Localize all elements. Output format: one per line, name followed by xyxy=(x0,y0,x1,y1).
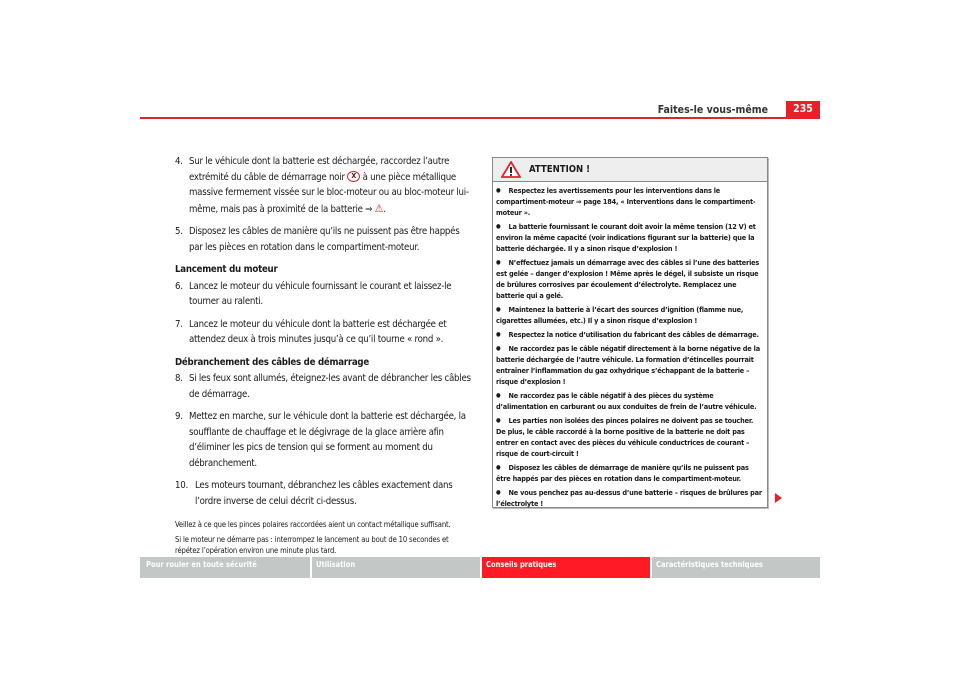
step-number: 4. xyxy=(175,156,183,167)
warning-item: ● Maintenez la batterie à l’écart des sources d’ignition (flamme nue, cigarettes allumées, etc.) Il y a sinon risque d’explosion ! xyxy=(496,304,764,326)
warning-item: ● La batterie fournissant le courant doit avoir la même tension (12 V) et environ la même capacité (voir indications figurant sur la batterie) que la batterie déchargée. Il y a sinon risque d’explosion ! xyxy=(496,221,764,254)
step-text-part: à une pièce métallique massive fermement vissée sur le bloc-moteur ou au bloc-moteur lui-même, mais pas à proximité de la batterie ⇒ xyxy=(189,171,469,215)
warning-triangle-icon xyxy=(501,161,521,178)
step-text: Lancez le moteur du véhicule fournissant le courant et laissez-le tourner au ralenti. xyxy=(189,280,452,307)
step-8 xyxy=(175,371,475,402)
tab-technical-specs[interactable]: Caractéristiques techniques xyxy=(652,557,820,578)
step-text: Si les feux sont allumés, éteignez-les avant de débrancher les câbles de démarrage. xyxy=(189,373,471,400)
warning-item: ● Ne raccordez pas le câble négatif à des pièces du système d’alimentation en carburant ou aux conduites de frein de l’autre véhicule. xyxy=(496,390,764,412)
step-7 xyxy=(175,317,475,348)
step-6 xyxy=(175,279,475,310)
cable-x-badge: X xyxy=(347,171,360,182)
subheading-start: Lancement du moteur xyxy=(175,264,278,275)
warning-item: ● Respectez la notice d’utilisation du fabricant des câbles de démarrage. xyxy=(496,329,764,340)
warning-item: ● Les parties non isolées des pinces polaires ne doivent pas se toucher. De plus, le câble raccordé à la borne positive de la batterie ne doit pas entrer en contact avec des pièces du véhicule conductrices de courant – risque de court-circuit ! xyxy=(496,415,764,459)
tab-usage[interactable]: Utilisation xyxy=(312,557,480,578)
step-9 xyxy=(175,409,475,471)
warning-title: ATTENTION ! xyxy=(529,164,591,175)
step-text: Les moteurs tournant, débranchez les câbles exactement dans l’ordre inverse de celui décrit ci-dessus. xyxy=(195,480,453,507)
warning-item: ● Ne vous penchez pas au-dessus d’une batterie – risques de brûlures par l’électrolyte ! xyxy=(496,487,764,509)
step-number: 6. xyxy=(175,280,183,292)
header-rule xyxy=(140,117,820,119)
step-number: 9. xyxy=(175,411,183,422)
step-text-end: . xyxy=(383,203,386,215)
step-number: 7. xyxy=(175,318,183,330)
step-5 xyxy=(175,224,475,255)
step-text xyxy=(189,154,475,217)
note: Si le moteur ne démarre pas : interrompez le lancement au bout de 10 secondes et répétez l’opération environ une minute plus tard. xyxy=(175,535,449,555)
step-text: Mettez en marche, sur le véhicule dont la batterie est déchargée, la soufflante de chauffage et le dégivrage de la glace arrière afin d’éliminer les pics de tension qui se forment au moment du débranchement. xyxy=(189,411,466,469)
section-title: Faites-le vous-même xyxy=(657,104,768,116)
warning-header xyxy=(493,158,767,182)
warning-item: ● Respectez les avertissements pour les interventions dans le compartiment-moteur ⇒ page 184, « Interventions dans le compartiment-moteur ». xyxy=(496,185,764,218)
subheading-disconnect: Débranchement des câbles de démarrage xyxy=(175,356,369,368)
step-text: Disposez les câbles de manière qu’ils ne puissent pas être happés par les pièces en rotation dans le compartiment-moteur. xyxy=(189,226,460,253)
tab-safety[interactable]: Pour rouler en toute sécurité xyxy=(140,557,310,578)
step-text-part: Sur le véhicule dont la batterie est déchargée, raccordez l’autre extrémité du câble de démarrage noir xyxy=(189,156,450,183)
step-number: 8. xyxy=(175,373,183,384)
page-number: 235 xyxy=(786,101,820,118)
tab-practical-tips[interactable]: Conseils pratiques xyxy=(482,557,650,578)
instructions-column xyxy=(175,154,475,560)
warning-item: ● N’effectuez jamais un démarrage avec des câbles si l’une des batteries est gelée – danger d’explosion ! Même après le dégel, il subsiste un risque de brûlures corrosives par écoulement d’électrolyte. Remplacez une batterie qui a gelé. xyxy=(496,257,764,301)
step-text: Lancez le moteur du véhicule dont la batterie est déchargée et attendez deux à trois minutes jusqu’à ce qu’il tourne « rond ». xyxy=(189,318,447,345)
warning-body xyxy=(493,182,767,515)
step-4 xyxy=(175,154,475,217)
warning-item: ● Disposez les câbles de démarrage de manière qu’ils ne puissent pas être happés par des pièces en rotation dans le compartiment-moteur. xyxy=(496,462,764,484)
step-10 xyxy=(175,478,475,509)
continue-arrow-icon xyxy=(775,493,782,503)
notes xyxy=(175,519,475,556)
warning-box xyxy=(492,157,768,508)
step-number: 10. xyxy=(175,480,188,491)
warning-item: ● Ne raccordez pas le câble négatif directement à la borne négative de la batterie déchargée de l’autre véhicule. La formation d’étincelles pourrait entraîner l’inflammation du gaz oxhydrique s’échappant de la batterie – risque d’explosion ! xyxy=(496,343,764,387)
note: Veillez à ce que les pinces polaires raccordées aient un contact métallique suffisant. xyxy=(175,520,451,529)
step-number: 5. xyxy=(175,226,183,237)
warning-triangle-icon: ⚠ xyxy=(374,201,384,215)
